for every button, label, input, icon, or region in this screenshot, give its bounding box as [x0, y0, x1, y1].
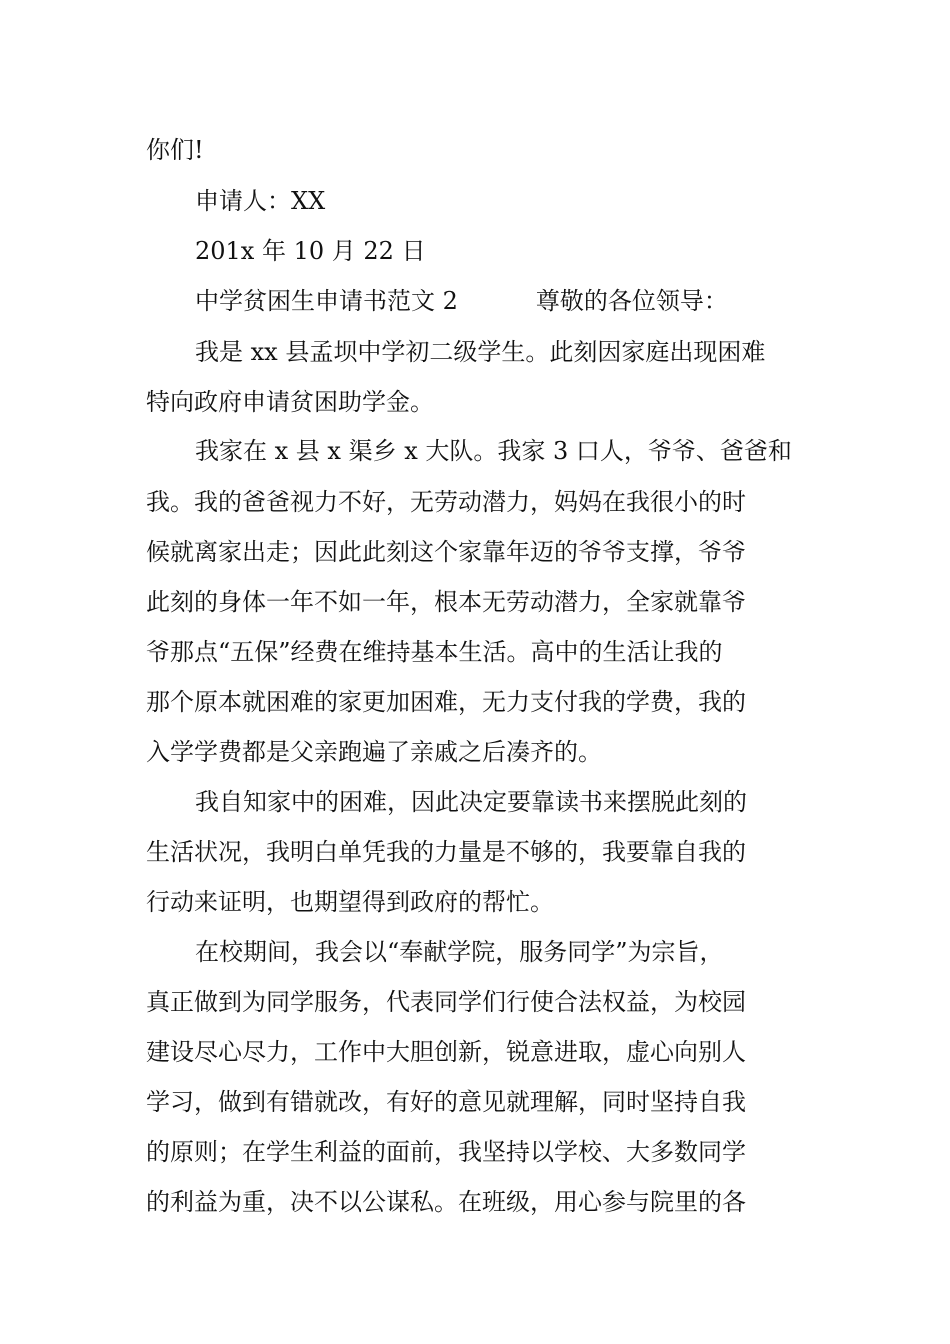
paragraph-line: 建设尽心尽力，工作中大胆创新，锐意进取，虚心向别人 — [146, 1038, 746, 1066]
paragraph-line: 的原则；在学生利益的面前，我坚持以学校、大多数同学 — [146, 1138, 746, 1166]
closing-line: 你们! — [146, 136, 204, 164]
paragraph-line: 的利益为重，决不以公谋私。在班级，用心参与院里的各 — [146, 1188, 746, 1216]
paragraph-line: 爷那点“五保”经费在维持基本生活。高中的生活让我的 — [146, 638, 723, 666]
section-title: 中学贫困生申请书范文 2 — [195, 287, 458, 315]
section-heading-row — [195, 286, 810, 316]
salutation: 尊敬的各位领导： — [535, 287, 728, 315]
applicant-line: 申请人：XX — [195, 187, 326, 215]
paragraph-line: 我自知家中的困难，因此决定要靠读书来摆脱此刻的 — [195, 788, 747, 816]
paragraph-line: 生活状况，我明白单凭我的力量是不够的，我要靠自我的 — [146, 838, 746, 866]
paragraph-line: 真正做到为同学服务，代表同学们行使合法权益，为校园 — [146, 988, 746, 1016]
paragraph-line: 在校期间，我会以“奉献学院，服务同学”为宗旨， — [195, 938, 724, 966]
paragraph-line: 行动来证明，也期望得到政府的帮忙。 — [146, 888, 554, 916]
paragraph-line: 候就离家出走；因此此刻这个家靠年迈的爷爷支撑，爷爷 — [146, 538, 746, 566]
paragraph-line: 我是 xx 县孟坝中学初二级学生。此刻因家庭出现困难 — [195, 338, 766, 366]
paragraph-line: 入学学费都是父亲跑遍了亲戚之后凑齐的。 — [146, 738, 602, 766]
paragraph-line: 学习，做到有错就改，有好的意见就理解，同时坚持自我 — [146, 1088, 746, 1116]
paragraph-line: 特向政府申请贫困助学金。 — [146, 388, 434, 416]
paragraph-line: 我家在 x 县 x 渠乡 x 大队。我家 3 口人，爷爷、爸爸和 — [195, 437, 792, 465]
paragraph-line: 此刻的身体一年不如一年，根本无劳动潜力，全家就靠爷 — [146, 588, 746, 616]
date-line: 201x 年 10 月 22 日 — [195, 237, 426, 265]
paragraph-line: 我。我的爸爸视力不好，无劳动潜力，妈妈在我很小的时 — [146, 488, 746, 516]
paragraph-line: 那个原本就困难的家更加困难，无力支付我的学费，我的 — [146, 688, 746, 716]
